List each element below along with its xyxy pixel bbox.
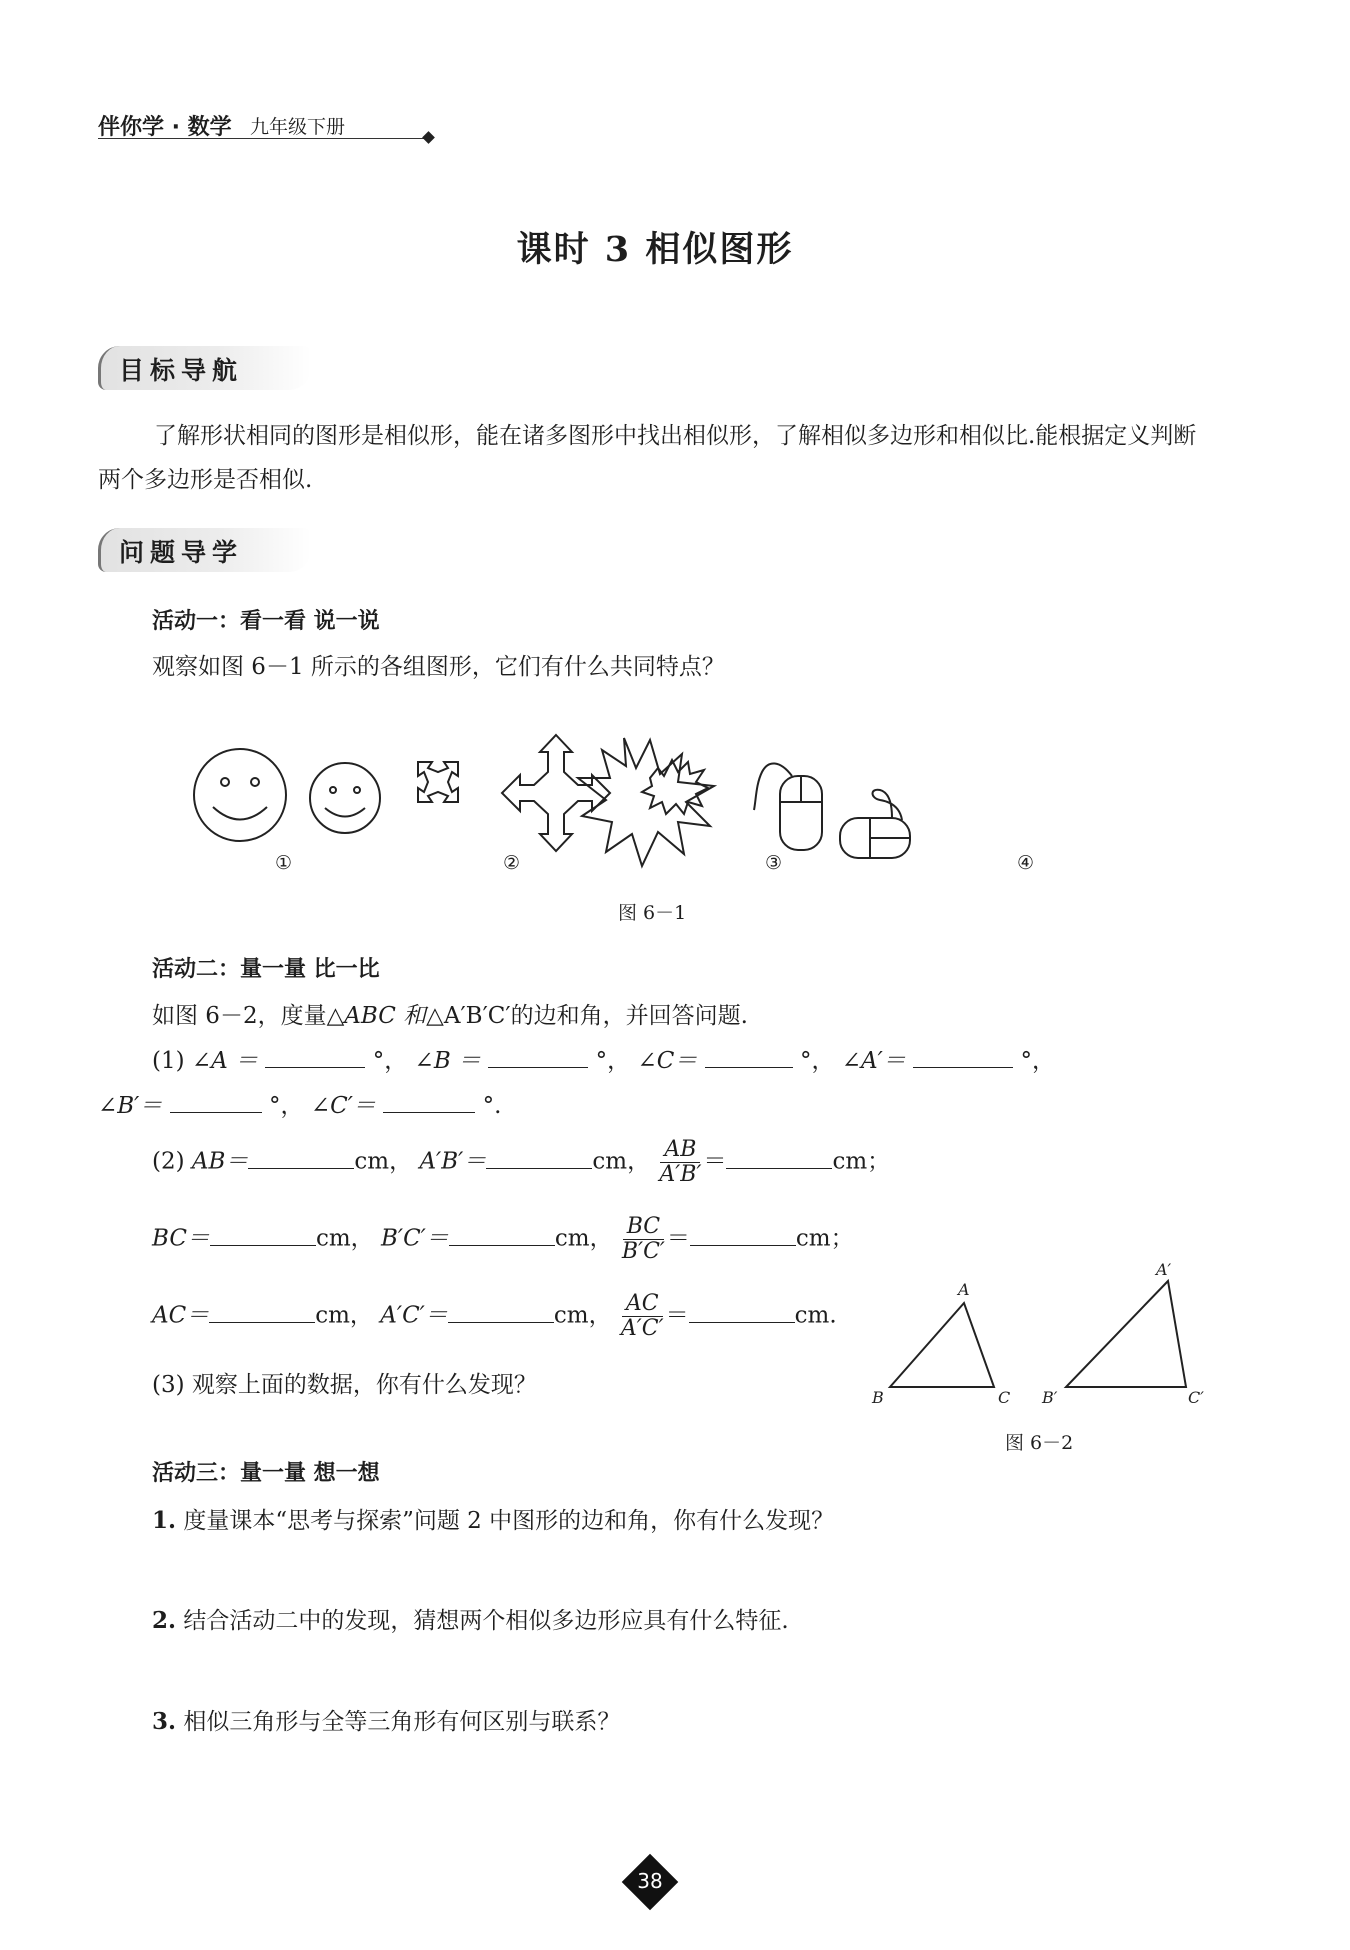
fig1-label-1: ①: [275, 852, 293, 874]
activity-2-title: 活动二：量一量 比一比: [152, 957, 380, 982]
angle-b-prime-blank[interactable]: [170, 1094, 262, 1113]
angle-a-prime-blank[interactable]: [913, 1049, 1013, 1068]
question-3: (3) 观察上面的数据，你有什么发现？: [152, 1372, 537, 1398]
ac-blank[interactable]: [209, 1304, 315, 1323]
fig1-label-3: ③: [765, 852, 783, 874]
triangle-abc: [890, 1303, 994, 1387]
vertex-b-label: B: [872, 1388, 884, 1407]
book-brand: 伴你学 · 数学: [98, 115, 232, 140]
angle-c-blank[interactable]: [705, 1049, 793, 1068]
triangle-symbol-icon: △: [326, 1003, 345, 1029]
activity-1-prompt: 观察如图 6－1 所示的各组图形，它们有什么共同特点？: [152, 654, 725, 680]
header-diamond-icon: [422, 131, 435, 144]
ab-prime-label: A′B′＝: [419, 1148, 487, 1175]
section-tag-goal-label: 目标导航: [119, 356, 244, 385]
row-end: cm；: [832, 1148, 891, 1175]
vertex-a-label: A: [958, 1280, 970, 1299]
triangle-a-prime-b-prime-c-prime: [1066, 1281, 1186, 1387]
ab-blank[interactable]: [248, 1150, 354, 1169]
degree-end: °.: [482, 1093, 502, 1119]
prompt-suffix: A′B′C′的边和角，并回答问题.: [443, 1003, 748, 1029]
bc-ratio-fraction: $\frac{BC}{B'C'}$: [621, 1214, 665, 1264]
row-end: cm；: [795, 1225, 854, 1252]
prompt-prefix: 如图 6－2，度量: [152, 1003, 327, 1029]
ac-prime-blank[interactable]: [448, 1304, 554, 1323]
unit: cm，: [553, 1302, 612, 1329]
bc-prime-label: B′C′＝: [380, 1225, 449, 1252]
figure-6-1-caption: 图 6－1: [618, 902, 687, 924]
question-2-row-ab: [152, 1138, 890, 1187]
bc-blank[interactable]: [210, 1227, 316, 1246]
vertex-b-prime-label: B′: [1042, 1388, 1058, 1407]
bc-ratio-blank[interactable]: [690, 1227, 796, 1246]
large-arrow-cross-icon: [502, 735, 610, 851]
activity-2-prompt: [152, 997, 748, 1030]
question-1-line-2: [98, 1087, 501, 1120]
activity-3-item-2: 2. 结合活动二中的发现，猜想两个相似多边形应具有什么特征.: [152, 1607, 789, 1634]
lesson-title: 课时 3 相似图形: [516, 229, 794, 270]
angle-b-prime-label: ∠B′＝: [98, 1093, 163, 1119]
q1-label: (1): [152, 1048, 185, 1074]
figure-6-2: [870, 1255, 1270, 1415]
ac-ratio-blank[interactable]: [689, 1304, 795, 1323]
section-tag-guide: [98, 528, 311, 572]
section-tag-goal: [98, 346, 311, 390]
angle-b-label: ∠B ＝: [414, 1048, 482, 1074]
small-arrow-cross-icon: [418, 762, 458, 802]
angle-c-prime-label: ∠C′＝: [310, 1093, 376, 1119]
degree-sep: °，: [799, 1048, 835, 1074]
triangle-symbol-icon: △: [426, 1003, 444, 1029]
activity-3-item-3: 3. 相似三角形与全等三角形有何区别与联系？: [152, 1708, 621, 1735]
angle-c-prime-blank[interactable]: [383, 1094, 475, 1113]
large-starburst-icon: [578, 738, 714, 866]
equals: ＝: [703, 1148, 727, 1175]
activity-3-title: 活动三：量一量 想一想: [152, 1461, 380, 1486]
question-1-line-1: [152, 1042, 1212, 1075]
fig1-label-2: ②: [503, 852, 521, 874]
small-smiley-icon: [310, 763, 380, 833]
unit: cm，: [315, 1302, 373, 1329]
equals: ＝: [666, 1225, 690, 1252]
lying-mouse-icon: [840, 790, 910, 858]
bc-prime-blank[interactable]: [449, 1227, 555, 1246]
small-starburst-icon: [642, 760, 708, 814]
ab-ratio-fraction: $\frac{AB}{A'B'}$: [659, 1137, 702, 1187]
ab-prime-blank[interactable]: [486, 1150, 592, 1169]
ac-ratio-fraction: $\frac{AC}{A'C'}$: [620, 1291, 664, 1341]
vertex-c-prime-label: C′: [1188, 1388, 1204, 1407]
question-2-row-bc: [152, 1215, 854, 1264]
goal-text: 了解形状相同的图形是相似形，能在诸多图形中找出相似形，了解相似多边形和相似比.能根据定义判断两个多边形是否相似.: [98, 423, 1197, 493]
question-2-row-ac: [152, 1292, 837, 1341]
ac-prime-label: A′C′＝: [380, 1302, 448, 1329]
unit: cm，: [592, 1148, 651, 1175]
prompt-mid: ABC 和: [344, 1003, 427, 1029]
equals: ＝: [665, 1302, 689, 1329]
q2-label: (2): [152, 1148, 185, 1175]
ac-label: AC＝: [152, 1302, 210, 1329]
unit: cm，: [315, 1225, 374, 1252]
angle-c-label: ∠C＝: [637, 1048, 698, 1074]
upright-mouse-icon: [754, 763, 822, 850]
degree-sep: °，: [372, 1048, 408, 1074]
angle-a-blank[interactable]: [265, 1049, 365, 1068]
header-rule: [98, 138, 428, 139]
angle-a-label: ∠A ＝: [191, 1048, 259, 1074]
book-grade: 九年级下册: [250, 116, 346, 138]
row-end: cm.: [794, 1302, 837, 1329]
vertex-c-label: C: [998, 1388, 1011, 1407]
large-smiley-icon: [194, 749, 286, 841]
unit: cm，: [554, 1225, 613, 1252]
ab-ratio-blank[interactable]: [726, 1150, 832, 1169]
unit: cm，: [354, 1148, 413, 1175]
ab-label: AB＝: [191, 1148, 249, 1175]
page-number: 38: [637, 1869, 663, 1893]
section-tag-guide-label: 问题导学: [119, 538, 244, 567]
bc-label: BC＝: [152, 1225, 210, 1252]
figure-6-1: [180, 690, 1140, 890]
vertex-a-prime-label: A′: [1156, 1260, 1172, 1279]
figure-6-2-caption: 图 6－2: [1005, 1432, 1074, 1454]
activity-1-title: 活动一：看一看 说一说: [152, 609, 380, 634]
degree-sep: °，: [595, 1048, 631, 1074]
angle-a-prime-label: ∠A′＝: [841, 1048, 906, 1074]
degree-sep: °，: [1020, 1048, 1056, 1074]
fig1-label-4: ④: [1017, 852, 1035, 874]
angle-b-blank[interactable]: [488, 1049, 588, 1068]
activity-3-item-1: 1. 度量课本“思考与探索”问题 2 中图形的边和角，你有什么发现？: [152, 1507, 835, 1534]
degree-sep: °，: [269, 1093, 304, 1119]
